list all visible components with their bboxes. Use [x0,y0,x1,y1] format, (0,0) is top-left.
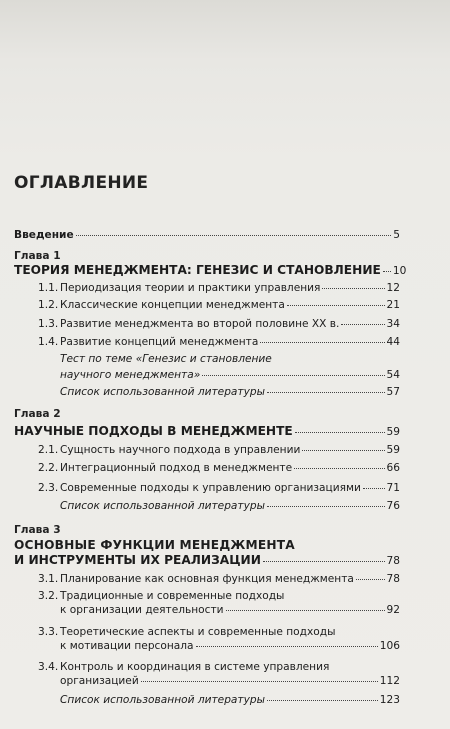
toc-entry-chapter-1[interactable] [14,263,407,278]
toc-entry-3-2-line1 [38,590,284,604]
page-number: 44 [386,336,400,348]
toc-entry-3-3-line1 [38,626,335,640]
section-title-cont: к организации деятельности [60,604,224,616]
dot-leader [267,392,385,393]
section-number: 3.1. [38,573,59,585]
toc-entry-1-3[interactable] [38,318,400,331]
page-number: 5 [393,229,400,241]
toc-entry-1-2[interactable] [38,299,400,312]
intro-label: Введение [14,229,74,241]
section-title-cont: к мотивации персонала [60,640,194,652]
toc-entry-refs-3[interactable] [60,694,400,707]
toc-entry-2-2[interactable] [38,462,400,475]
dot-leader [226,610,385,611]
page-number: 112 [379,675,400,687]
section-number: 2.2. [38,462,59,474]
toc-entry-2-3[interactable] [38,482,400,495]
chapter-3-label: Глава 3 [14,524,61,536]
page-number: 10 [392,265,407,277]
toc-entry-2-1[interactable] [38,444,400,457]
section-title: Традиционные и современные подходы [60,590,285,602]
dot-leader [302,450,384,451]
toc-entry-1-4[interactable] [38,336,400,349]
section-number: 1.1. [38,282,59,294]
section-number: 2.3. [38,482,59,494]
toc-entry-intro[interactable] [14,229,400,242]
section-title: Теоретические аспекты и современные подходы [60,626,336,638]
page-number: 76 [386,500,400,512]
dot-leader [267,506,385,507]
section-number: 3.2. [38,590,59,602]
toc-heading: ОГЛАВЛЕНИЕ [14,173,149,193]
section-number: 3.3. [38,626,59,638]
refs-title: Список использованной литературы [60,386,265,398]
toc-entry-3-2[interactable] [60,604,400,617]
toc-entry-3-3[interactable] [60,640,400,653]
page-number: 78 [386,555,400,567]
page-number: 66 [386,462,400,474]
dot-leader [202,375,384,376]
dot-leader [363,488,385,489]
test-title-line2: научного менеджмента» [60,369,201,381]
toc-entry-3-1[interactable] [38,573,400,586]
section-title: Периодизация теории и практики управления [60,282,321,294]
dot-leader [267,700,378,701]
page-number: 21 [386,299,400,311]
dot-leader [322,288,384,289]
page-number: 59 [386,426,400,438]
page-number: 123 [379,694,400,706]
dot-leader [196,646,378,647]
toc-entry-refs-2[interactable] [60,500,400,513]
section-number: 3.4. [38,661,59,673]
dot-leader [294,468,384,469]
chapter-3-title-line2: И ИНСТРУМЕНТЫ ИХ РЕАЛИЗАЦИИ [14,553,261,567]
toc-entry-chapter-3[interactable] [14,554,400,568]
dot-leader [356,579,385,580]
section-title: Планирование как основная функция менеджмента [60,573,354,585]
toc-entry-test[interactable] [60,369,400,382]
section-title: Развитие концепций менеджмента [60,336,259,348]
page-number: 71 [386,482,400,494]
section-number: 1.4. [38,336,59,348]
chapter-2-title: НАУЧНЫЕ ПОДХОДЫ В МЕНЕДЖМЕНТЕ [14,424,293,438]
chapter-3-title-line1: ОСНОВНЫЕ ФУНКЦИИ МЕНЕДЖМЕНТА [14,538,295,552]
dot-leader [260,342,384,343]
toc-entry-refs-1[interactable] [60,386,400,399]
chapter-2-label: Глава 2 [14,408,61,420]
test-title-line1: Тест по теме «Генезис и становление [60,353,272,365]
section-title: Интеграционный подход в менеджменте [60,462,293,474]
page-number: 54 [386,369,400,381]
refs-title: Список использованной литературы [60,694,265,706]
chapter-1-title: ТЕОРИЯ МЕНЕДЖМЕНТА: ГЕНЕЗИС И СТАНОВЛЕНИЕ [14,263,381,277]
dot-leader [263,561,385,562]
toc-entry-1-1[interactable] [38,282,400,295]
page-number: 59 [386,444,400,456]
page-number: 12 [386,282,400,294]
page-number: 34 [386,318,400,330]
dot-leader [141,681,378,682]
refs-title: Список использованной литературы [60,500,265,512]
section-title-cont: организацией [60,675,139,687]
dot-leader [295,432,385,433]
section-title: Контроль и координация в системе управления [60,661,330,673]
section-title: Современные подходы к управлению организациями [60,482,361,494]
dot-leader [287,305,385,306]
section-title: Сущность научного подхода в управлении [60,444,301,456]
page-number: 106 [379,640,400,652]
section-number: 1.3. [38,318,59,330]
section-number: 1.2. [38,299,59,311]
toc-entry-3-4[interactable] [60,675,400,688]
chapter-1-label: Глава 1 [14,250,61,262]
page-number: 78 [386,573,400,585]
section-number: 2.1. [38,444,59,456]
section-title: Развитие менеджмента во второй половине XX в. [60,318,340,330]
toc-entry-3-4-line1 [38,661,329,675]
dot-leader [76,235,392,236]
dot-leader [341,324,384,325]
section-title: Классические концепции менеджмента [60,299,285,311]
page-number: 92 [386,604,400,616]
toc-entry-chapter-2[interactable] [14,425,400,439]
dot-leader [383,271,391,272]
page-number: 57 [386,386,400,398]
